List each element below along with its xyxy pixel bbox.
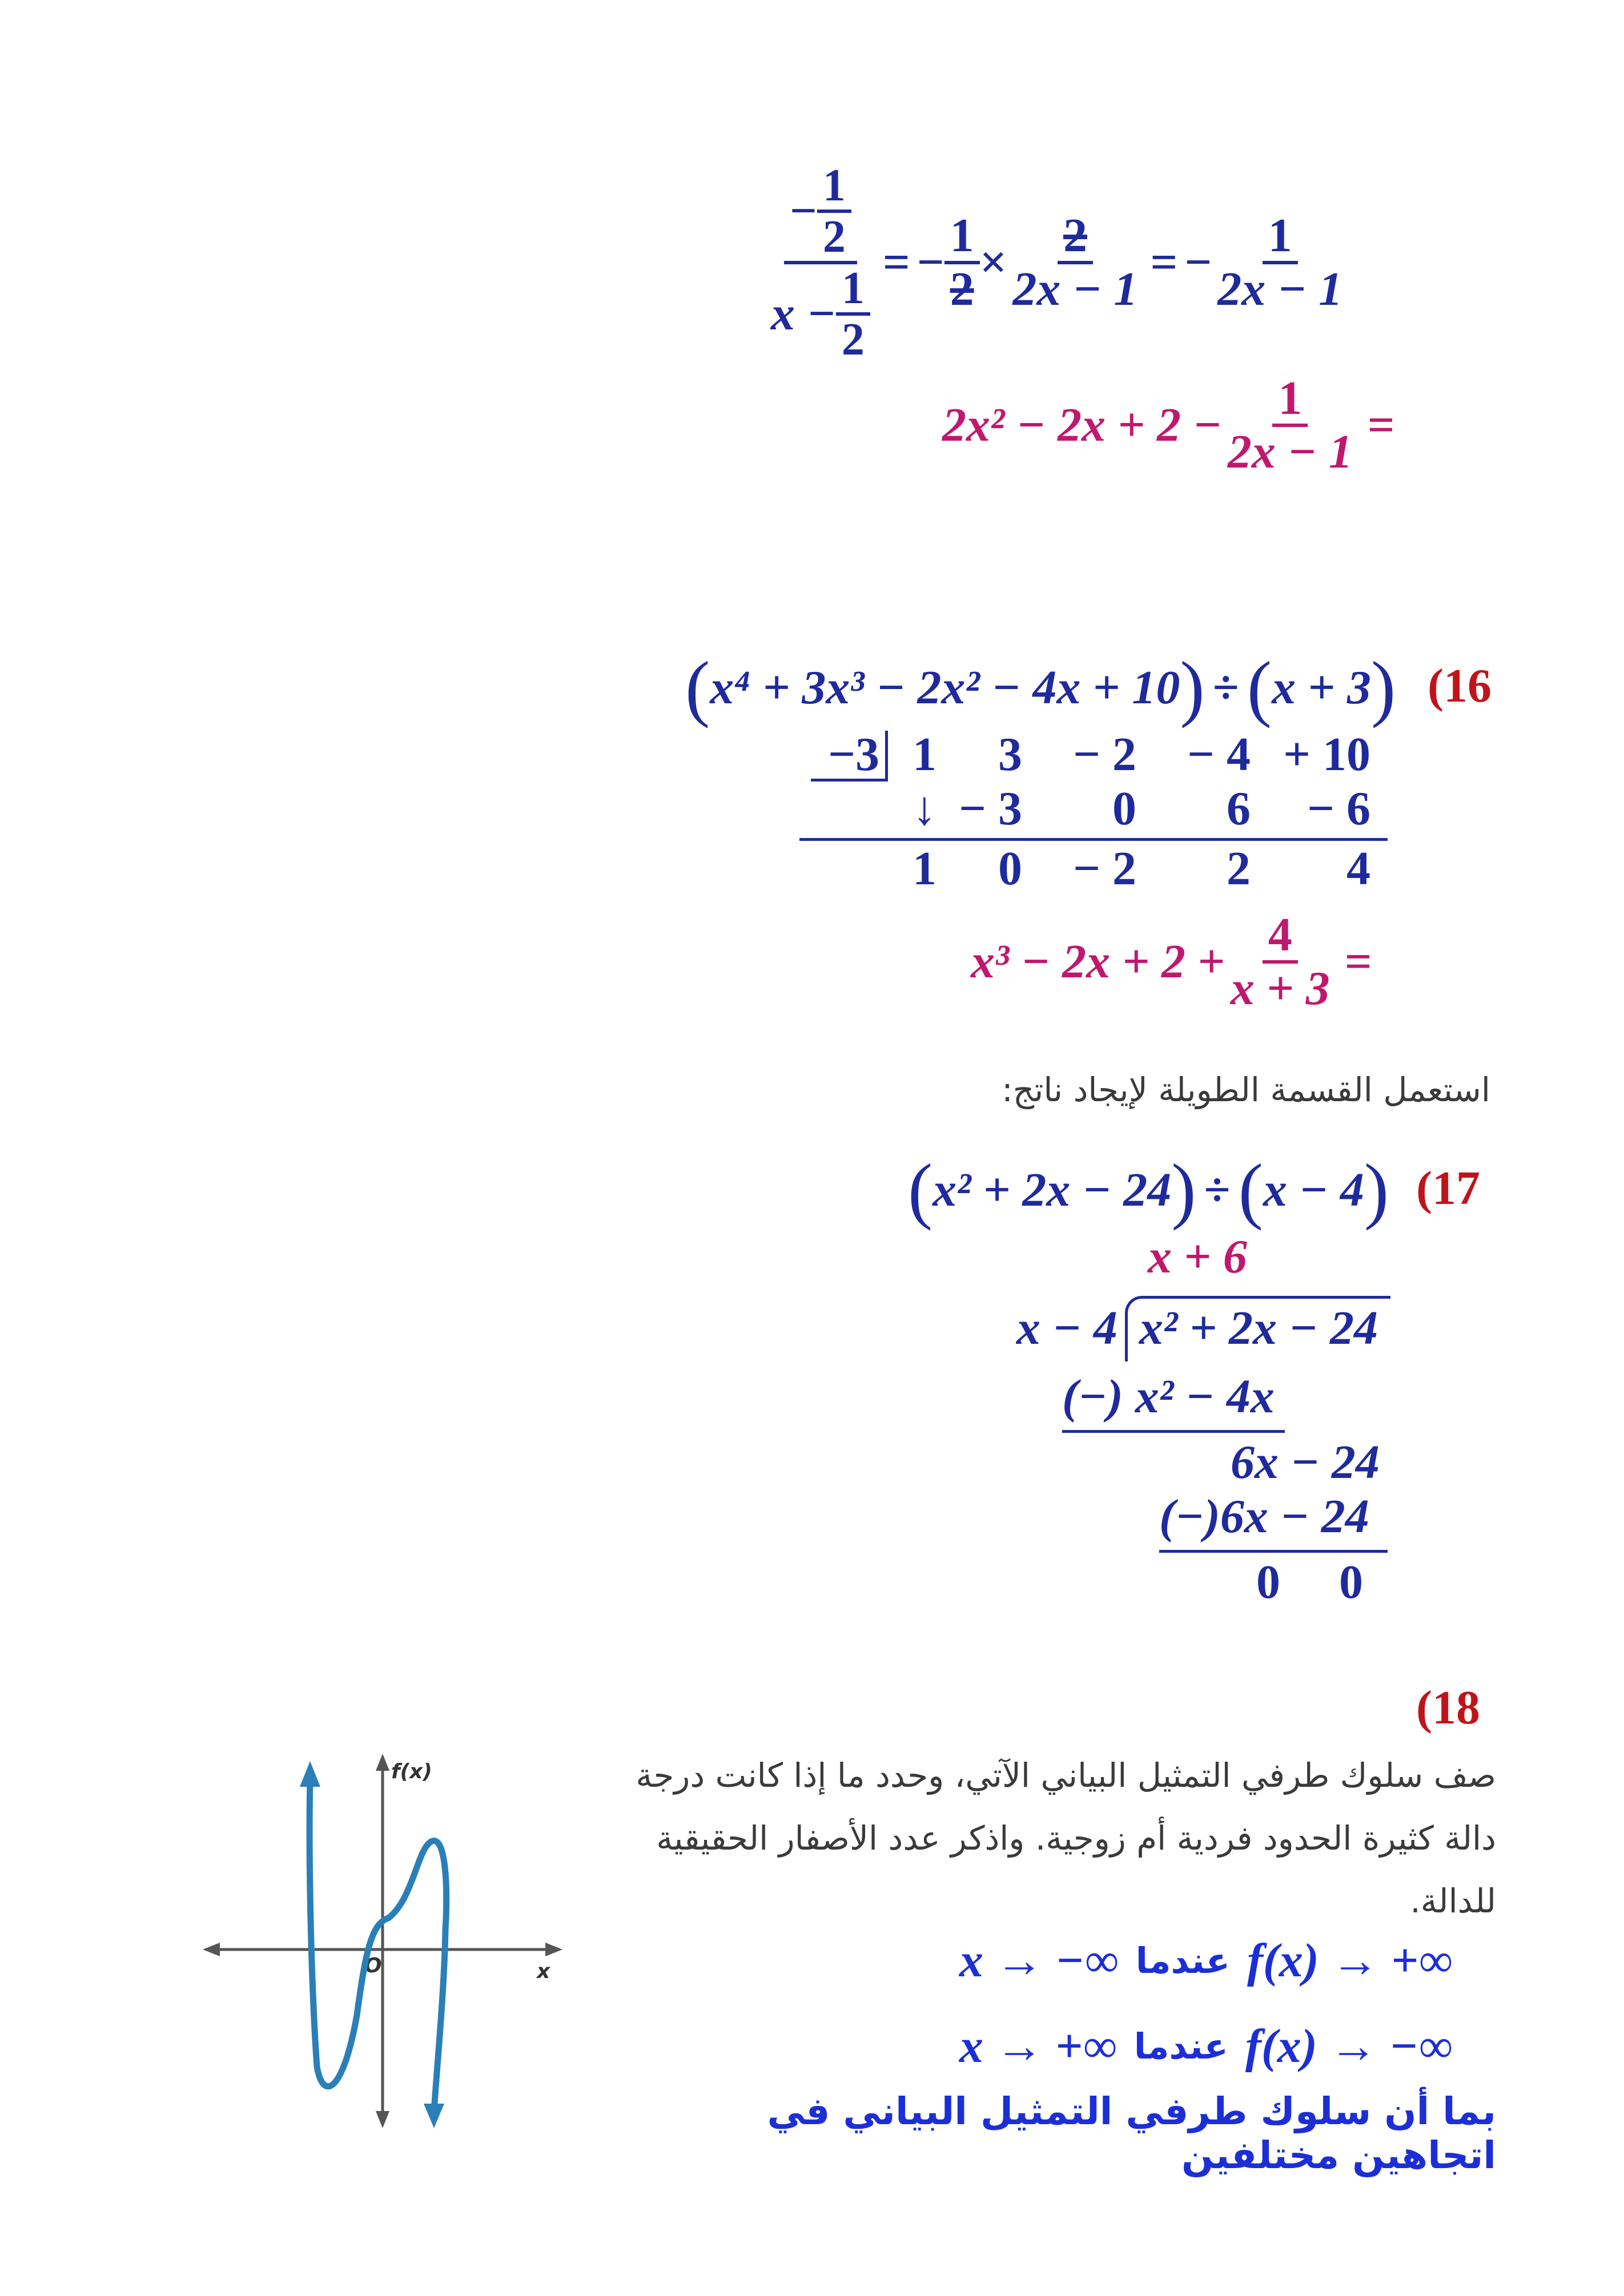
p17-div-sign: ÷ (1204, 1163, 1231, 1217)
curve-arrow-down-icon (424, 2104, 444, 2128)
complex-fraction (765, 162, 876, 364)
result-equals: = (1367, 398, 1395, 452)
graph-y-label: f(x) (391, 1760, 432, 1783)
ld-divisor: x − 4 (1016, 1302, 1117, 1355)
line2-left: x → +∞ (959, 2020, 1117, 2073)
end-behavior-line-1 (959, 1930, 1453, 1992)
ld-rem2a: 0 (1256, 1556, 1280, 1609)
polynomial-graph (194, 1747, 571, 2135)
y-axis-arrow-up-icon (376, 1754, 389, 1771)
frac-three-num: 1 (1263, 211, 1298, 264)
frac-one-den: 2 (950, 263, 974, 316)
line1-left: x → −∞ (959, 1934, 1119, 1987)
p16-answer-num: 4 (1263, 910, 1298, 964)
line2-right: f(x) → −∞ (1245, 2020, 1453, 2073)
x-minus: x − (771, 287, 836, 340)
minus-1: − (916, 236, 944, 289)
curve-arrow-up-icon (300, 1761, 320, 1787)
p16-answer-poly: x³ − 2x + 2 + (971, 935, 1225, 988)
p18-question: صف سلوك طرفي التمثيل البياني الآتي، وحدد ما إذا كانت درجة دالة كثيرة الحدود فردية أم زوجية. واذكر عدد الأصفار الحقيقية للدالة. (636, 1756, 1496, 1921)
minus-sign: − (790, 184, 817, 237)
cell: − 3 (959, 782, 1022, 835)
cell: 1 (913, 842, 936, 895)
top-fraction-simplification (765, 160, 1348, 365)
cell: 3 (998, 728, 1022, 781)
frac-two-num: 2 (1058, 211, 1093, 264)
half-den: 2 (822, 212, 846, 262)
ld-rem1: 6x − 24 (1231, 1436, 1380, 1489)
cell: 4 (1346, 842, 1370, 895)
cell: − 2 (1073, 728, 1136, 781)
half-num-2: 1 (836, 264, 870, 316)
division-line (799, 838, 1388, 841)
row-2 (799, 782, 1388, 836)
half-den-2: 2 (841, 315, 865, 365)
y-axis-arrow-down-icon (376, 2111, 389, 2128)
result-poly: 2x² − 2x + 2 − (942, 398, 1222, 452)
p16-div-sign: ÷ (1212, 661, 1239, 714)
equals-1: = (882, 236, 910, 289)
p16-number: (16 (1428, 659, 1492, 712)
p17-header: ( x² + 2x − 24 ) ÷ ( x − 4 ) (908, 1149, 1389, 1231)
quotient: x + 6 (1148, 1230, 1247, 1283)
p17-dividend: x² + 2x − 24 (932, 1163, 1172, 1217)
p17-instruction: استعمل القسمة الطويلة لإيجاد ناتج: (1002, 1070, 1490, 1109)
cell: − 2 (1073, 842, 1136, 895)
cell: 2 (1227, 842, 1251, 895)
cell: + 10 (1283, 728, 1370, 781)
ld-step2: (−)6x − 24 (1159, 1490, 1369, 1543)
cell: − 4 (1187, 728, 1251, 781)
row-3 (799, 842, 1388, 896)
frac-three-den: 2x − 1 (1217, 263, 1343, 316)
p17-number: (17 (1416, 1162, 1480, 1215)
p16-answer (971, 908, 1372, 1016)
x-axis-arrow-right-icon (545, 1943, 562, 1956)
row-1 (799, 728, 1388, 782)
cell: 6 (1227, 782, 1251, 835)
graph-x-label: x (537, 1960, 550, 1983)
result-num: 1 (1272, 373, 1308, 427)
ld-line1 (1062, 1430, 1285, 1433)
equals-2: = (1150, 236, 1178, 289)
p17-divisor-expr: x − 4 (1263, 1163, 1364, 1217)
p16-dividend: x⁴ + 3x³ − 2x² − 4x + 10 (710, 661, 1180, 714)
line2-when: عندما (1133, 2025, 1228, 2067)
ld-rem2b: 0 (1339, 1556, 1363, 1609)
times-sign: × (979, 236, 1007, 289)
synthetic-division (799, 728, 1388, 902)
cell: 0 (1112, 782, 1136, 835)
line1-when: عندما (1135, 1940, 1230, 1981)
p16-divisor-expr: x + 3 (1272, 661, 1371, 714)
p18-conclusion: بما أن سلوك طرفي التمثيل البياني في اتجاهين مختلفين (767, 2089, 1496, 2177)
ld-dividend: x² + 2x − 24 (1139, 1302, 1378, 1355)
polynomial-curve (309, 1778, 447, 2112)
graph-origin-label: O (364, 1954, 382, 1977)
end-behavior-line-2 (959, 2015, 1453, 2078)
ld-step1: (−) x² − 4x (1062, 1370, 1275, 1423)
down-arrow-icon: ↓ (913, 782, 936, 835)
frac-two-den: 2x − 1 (1012, 263, 1138, 316)
p18-number: (18 (1416, 1681, 1480, 1734)
long-division (1016, 1230, 1405, 1633)
x-axis-arrow-left-icon (203, 1943, 220, 1956)
p16-header: ( x⁴ + 3x³ − 2x² − 4x + 10 ) ÷ ( x + 3 ) (685, 647, 1396, 729)
top-result-line (942, 371, 1395, 478)
synthetic-divisor: −3 (811, 731, 888, 782)
minus-2: − (1184, 236, 1212, 289)
cell: 0 (998, 842, 1022, 895)
p16-answer-den: x + 3 (1230, 962, 1330, 1015)
result-den: 2x − 1 (1227, 425, 1353, 478)
cell: − 6 (1307, 782, 1370, 835)
p16-answer-eq: = (1344, 935, 1372, 988)
half-num: 1 (817, 162, 851, 213)
ld-line2 (1159, 1550, 1388, 1553)
frac-one-num: 1 (944, 211, 980, 264)
cell: 1 (913, 728, 936, 781)
line1-right: f(x) → +∞ (1247, 1934, 1453, 1987)
